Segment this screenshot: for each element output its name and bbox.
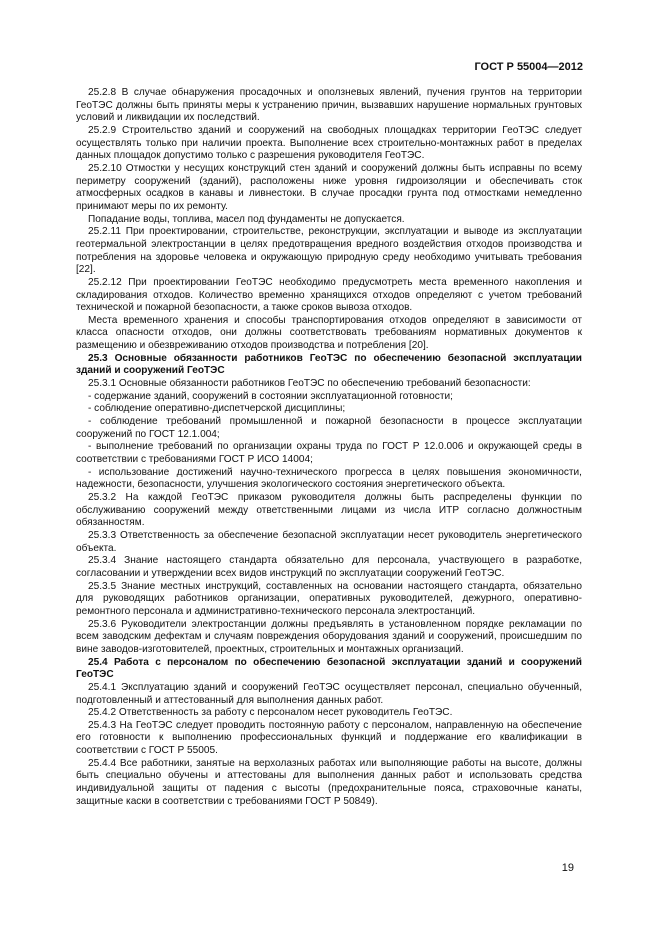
paragraph: 25.4.4 Все работники, занятые на верхолазных работах или выполняющие работы на высоте, должны быть специально обучены и аттестованы для выполнения данных работ и использовать средства индивидуальной защиты от падения с высоты (предохранительные пояса, страховочные канаты, защитные каски в соответствии с требованиями ГОСТ Р 50849).: [76, 757, 582, 807]
paragraph: 25.3.6 Руководители электростанции должны предъявлять в установленном порядке рекламации по всем заводским дефектам и случаям повреждения оборудования зданий и сооружений, происшедшим по вине заводов-изготовителей, проектных, строительных и монтажных организаций.: [76, 618, 582, 655]
paragraph: Места временного хранения и способы транспортирования отходов определяют в зависимости от класса опасности отходов, они должны соответствовать требованиям нормативных документов к размещению и обезвреживанию отходов производства и потребления [20].: [76, 314, 582, 352]
document-body: [76, 87, 582, 808]
section-heading: 25.4 Работа с персоналом по обеспечению безопасной эксплуатации зданий и сооружений ГеоТЭС: [76, 656, 582, 681]
page-number: 19: [561, 862, 574, 874]
paragraph: 25.2.9 Строительство зданий и сооружений на свободных площадках территории ГеоТЭС следует осуществлять только при наличии проекта. Выполнение всех строительно-монтажных работ в пределах данных площадок допустимо только с разрешения руководителя ГеоТЭС.: [76, 124, 582, 162]
paragraph: 25.4.1 Эксплуатацию зданий и сооружений ГеоТЭС осуществляет персонал, специально обученный, подготовленный и аттестованный для выполнения данных работ.: [76, 681, 582, 706]
section-heading: 25.3 Основные обязанности работников ГеоТЭС по обеспечению безопасной эксплуатации зданий и сооружений ГеоТЭС: [76, 352, 582, 377]
paragraph: 25.2.8 В случае обнаружения просадочных и оползневых явлений, пучения грунтов на территории ГеоТЭС должны быть приняты меры к устранению причин, вызвавших нарушение нормальных грунтовых условий и ликвидации их последствий.: [76, 87, 582, 124]
paragraph: 25.2.12 При проектировании ГеоТЭС необходимо предусмотреть места временного накопления и складирования отходов. Количество временно хранящихся отходов определяют с учетом требований технической и пожарной безопасности, а также сроков вывоза отходов.: [76, 276, 582, 314]
paragraph: - выполнение требований по организации охраны труда по ГОСТ Р 12.0.006 и окружающей среды в соответствии с требованиями ГОСТ Р ИСО 14004;: [76, 441, 582, 466]
paragraph: 25.2.10 Отмостки у несущих конструкций стен зданий и сооружений должны быть исправны по всему периметру сооружений (зданий), расположены ниже уровня гидроизоляции и обеспечивать сток атмосферных осадков в канавы и ливнестоки. В случае просадки грунта под отмостками немедленно принимают меры по их ремонту.: [76, 162, 582, 212]
paragraph: - использование достижений научно-технического прогресса в целях повышения экономичности, надежности, безопасности, улучшения экологического состояния энергетического объекта.: [76, 466, 582, 491]
paragraph: 25.3.1 Основные обязанности работников ГеоТЭС по обеспечению требований безопасности:: [88, 378, 531, 390]
paragraph: 25.3.3 Ответственность за обеспечение безопасной эксплуатации несет руководитель энергетического объекта.: [76, 529, 582, 554]
paragraph: - соблюдение оперативно-диспетчерской дисциплины;: [88, 403, 346, 415]
paragraph: 25.4.2 Ответственность за работу с персоналом несет руководитель ГеоТЭС.: [88, 707, 453, 719]
paragraph: 25.3.4 Знание настоящего стандарта обязательно для персонала, участвующего в разработке, согласовании и утверждении всех видов инструкций по эксплуатации сооружений ГеоТЭС.: [76, 555, 582, 579]
paragraph: - соблюдение требований промышленной и пожарной безопасности в процессе эксплуатации сооружений по ГОСТ 12.1.004;: [76, 416, 582, 440]
paragraph: 25.3.5 Знание местных инструкций, составленных на основании настоящего стандарта, обязательно для руководящих работников организации, оперативных руководителей, дежурного, оперативно-ремонтного персонала и административно-технического персонала электростанций.: [76, 580, 582, 617]
paragraph: 25.2.11 При проектировании, строительстве, реконструкции, эксплуатации и выводе из эксплуатации геотермальной электростанции в целях предотвращения вредного воздействия отходов производства и потребления на здоровье человека и окружающую природную среду необходимо учитывать требования [22].: [76, 226, 582, 276]
paragraph: - содержание зданий, сооружений в состоянии эксплуатационной готовности;: [88, 390, 453, 402]
paragraph: 25.4.3 На ГеоТЭС следует проводить постоянную работу с персоналом, направленную на обеспечение его готовности к выполнению профессиональных функций и поддержание его квалификации в соответствии с ГОСТ Р 55005.: [76, 719, 582, 757]
paragraph: Попадание воды, топлива, масел под фундаменты не допускается.: [88, 213, 405, 225]
document-code-header: ГОСТ Р 55004—2012: [474, 61, 583, 73]
paragraph: 25.3.2 На каждой ГеоТЭС приказом руководителя должны быть распределены функции по обслуживанию сооружений между ответственными лицами из числа ИТР согласно должностным обязанностям.: [76, 492, 582, 529]
